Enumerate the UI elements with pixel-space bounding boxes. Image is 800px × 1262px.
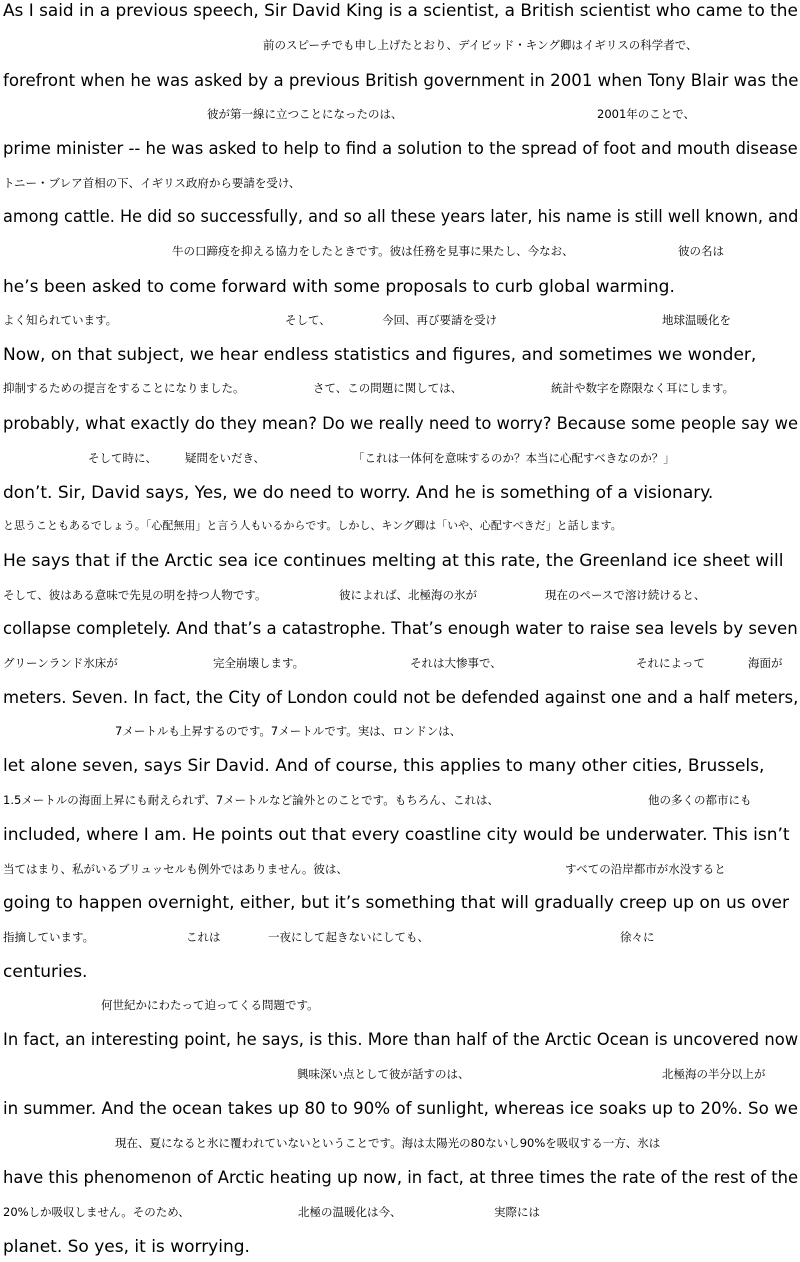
- japanese-gloss: 抑制するための提言をすることになりました。: [3, 381, 245, 395]
- japanese-gloss: そして、彼はある意味で先見の明を持つ人物です。: [3, 588, 267, 602]
- japanese-gloss: これは: [186, 930, 221, 944]
- japanese-gloss: それによって: [636, 656, 705, 670]
- english-line: don’t. Sir, David says, Yes, we do need to worry. And he is something of a visionary.: [3, 483, 714, 503]
- japanese-gloss: 牛の口蹄疫を抑える協力をしたときです。彼は任務を見事に果たし、今なお、: [172, 244, 574, 258]
- japanese-gloss: トニー・ブレア首相の下、イギリス政府から要請を受け、: [3, 176, 301, 190]
- japanese-gloss: 北極の温暖化は今、: [298, 1205, 402, 1219]
- japanese-gloss: 徐々に: [620, 930, 655, 944]
- japanese-gloss: 彼が第一線に立つことになったのは、: [207, 107, 403, 121]
- japanese-gloss: 1.5メートルの海面上昇にも耐えられず、7メートルなど論外とのことです。もちろん、これは、: [3, 793, 499, 807]
- japanese-gloss: 当てはまり、私がいるブリュッセルも例外ではありません。彼は、: [3, 862, 348, 876]
- japanese-gloss: そして、: [285, 313, 331, 327]
- japanese-gloss: さて、この問題に関しては、: [313, 381, 463, 395]
- japanese-gloss: 疑問をいだき、: [185, 451, 266, 465]
- english-line: forefront when he was asked by a previous British government in 2001 when Tony Blair was the: [3, 71, 799, 91]
- japanese-gloss: 統計や数字を際限なく耳にします。: [551, 381, 735, 395]
- english-line: let alone seven, says Sir David. And of course, this applies to many other cities, Brussels,: [3, 756, 765, 776]
- japanese-gloss: 現在、夏になると氷に覆われていないということです。海は太陽光の80ないし90%を吸収する一方、氷は: [115, 1136, 661, 1150]
- english-line: In fact, an interesting point, he says, is this. More than half of the Arctic Ocean is uncovered now: [3, 1030, 799, 1050]
- japanese-gloss: 指摘しています。: [3, 930, 95, 944]
- japanese-gloss: よく知られています。: [3, 313, 118, 327]
- japanese-gloss: 前のスピーチでも申し上げたとおり、デイビッド・キング卿はイギリスの科学者で、: [263, 38, 698, 52]
- japanese-gloss: 他の多くの都市にも: [648, 793, 752, 807]
- english-line: prime minister -- he was asked to help to find a solution to the spread of foot and mouth disease: [3, 139, 798, 159]
- japanese-gloss: 海面が: [748, 656, 783, 670]
- english-line: He says that if the Arctic sea ice continues melting at this rate, the Greenland ice sheet will: [3, 551, 784, 571]
- english-line: centuries.: [3, 962, 88, 982]
- japanese-gloss: 彼の名は: [678, 244, 724, 258]
- japanese-gloss: それは大惨事で、: [410, 656, 502, 670]
- english-line: probably, what exactly do they mean? Do we really need to worry? Because some people say we: [3, 414, 799, 434]
- english-line: As I said in a previous speech, Sir David King is a scientist, a British scientist who came to the: [3, 1, 798, 21]
- japanese-gloss: 完全崩壊します。: [213, 656, 305, 670]
- english-line: in summer. And the ocean takes up 80 to 90% of sunlight, whereas ice soaks up to 20%. So we: [3, 1099, 799, 1119]
- english-line: meters. Seven. In fact, the City of London could not be defended against one and a half meters,: [3, 688, 799, 708]
- japanese-gloss: と思うこともあるでしょう。「心配無用」と言う人もいるからです。しかし、キング卿は「いや、心配すべきだ」と話します。: [3, 519, 622, 532]
- japanese-gloss: 彼によれば、北極海の氷が: [339, 588, 477, 602]
- japanese-gloss: 現在のペースで溶け続けると、: [545, 588, 706, 602]
- japanese-gloss: 興味深い点として彼が話すのは、: [297, 1067, 470, 1081]
- japanese-gloss: 地球温暖化を: [662, 313, 731, 327]
- japanese-gloss: 一夜にして起きないにしても、: [268, 930, 429, 944]
- english-line: Now, on that subject, we hear endless statistics and figures, and sometimes we wonder,: [3, 345, 757, 365]
- japanese-gloss: 今回、再び要請を受け: [382, 313, 497, 327]
- english-line: among cattle. He did so successfully, and so all these years later, his name is still well known, and: [3, 207, 799, 227]
- japanese-gloss: 20%しか吸収しません。そのため、: [3, 1205, 190, 1219]
- english-line: he’s been asked to come forward with some proposals to curb global warming.: [3, 277, 675, 297]
- japanese-gloss: そして時に、: [88, 451, 157, 465]
- japanese-gloss: 「これは一体何を意味するのか？本当に心配すべきなのか？」: [353, 451, 675, 465]
- japanese-gloss: グリーンランド氷床が: [3, 656, 118, 670]
- english-line: going to happen overnight, either, but it’s something that will gradually creep up on us over: [3, 893, 789, 913]
- japanese-gloss: すべての沿岸都市が水没すると: [565, 862, 726, 876]
- english-line: planet. So yes, it is worrying.: [3, 1237, 250, 1257]
- japanese-gloss: 北極海の半分以上が: [662, 1067, 766, 1081]
- english-line: collapse completely. And that’s a catastrophe. That’s enough water to raise sea levels by seven: [3, 619, 798, 639]
- japanese-gloss: 7メートルも上昇するのです。7メートルです。実は、ロンドンは、: [115, 724, 462, 738]
- english-line: included, where I am. He points out that every coastline city would be underwater. This isn’t: [3, 825, 790, 845]
- japanese-gloss: 何世紀かにわたって迫ってくる問題です。: [101, 998, 319, 1012]
- japanese-gloss: 2001年のことで、: [597, 107, 696, 121]
- japanese-gloss: 実際には: [494, 1205, 540, 1219]
- english-line: have this phenomenon of Arctic heating up now, in fact, at three times the rate of the rest of the: [3, 1168, 799, 1188]
